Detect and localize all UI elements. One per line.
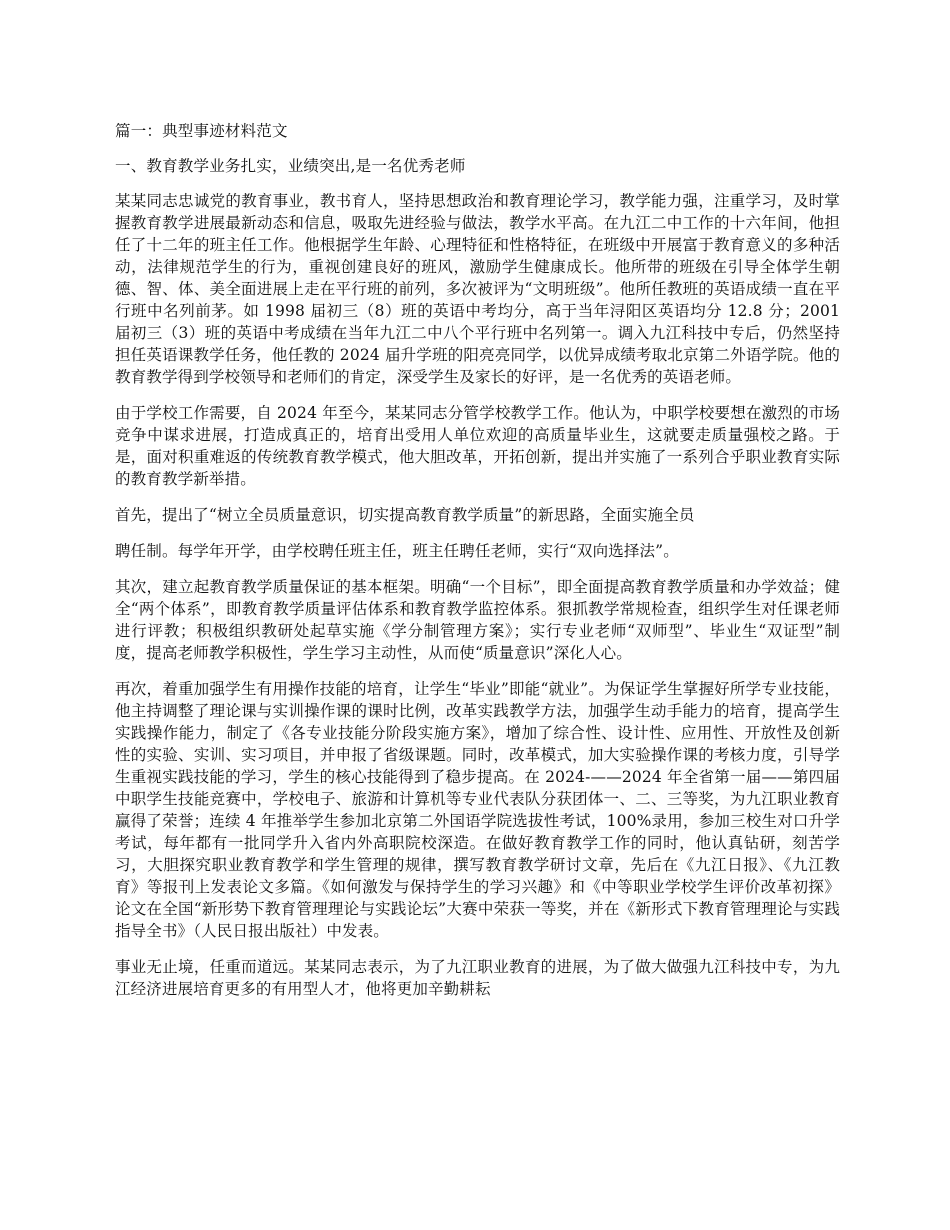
paragraph-management-role: 由于学校工作需要，自 2024 年至今，某某同志分管学校教学工作。他认为，中职学校要想在激烈的市场竞争中谋求进展，打造成真正的，培育出受用人单位欢迎的高质量毕业生，这就要走质量强校之路。于是，面对积重难返的传统教育教学模式，他大胆改革，开拓创新，提出并实施了一系列合乎职业教育实际的教育教学新举措。	[115, 404, 840, 488]
document-page	[115, 120, 840, 1014]
paragraph-conclusion: 事业无止境，任重而道远。某某同志表示，为了九江职业教育的进展，为了做大做强九江科技中专，为九江经济进展培育更多的有用型人才，他将更加辛勤耕耘	[115, 958, 840, 998]
paragraph-third-measure: 再次，着重加强学生有用操作技能的培育，让学生“毕业”即能“就业”。为保证学生掌握好所学专业技能，他主持调整了理论课与实训操作课的课时比例，改革实践教学方法，加强学生动手能力的培育，提高学生实践操作能力，制定了《各专业技能分阶段实施方案》，增加了综合性、设计性、应用性、开放性及创新性的实验、实训、实习项目，并申报了省级课题。同时，改革模式，加大实验操作课的考核力度，引导学生重视实践技能的学习，学生的核心技能得到了稳步提高。在 2024-——2024 年全省第一届——第四届中职学生技能竞赛中，学校电子、旅游和计算机等专业代表队分获团体一、二、三等奖，为九江职业教育赢得了荣誉；连续 4 年推举学生参加北京第二外国语学院选拔性考试，100%录用，参加三校生对口升学考试，每年都有一批同学升入省内外高职院校深造。在做好教育教学工作的同时，他认真钻研，刻苦学习，大胆探究职业教育教学和学生管理的规律，撰写教育教学研讨文章，先后在《九江日报》、《九江教育》等报刊上发表论文多篇。《如何激发与保持学生的学习兴趣》和《中等职业学校学生评价改革初探》论文在全国“新形势下教育管理理论与实践论坛”大赛中荣获一等奖，并在《新形式下教育管理理论与实践指导全书》（人民日报出版社）中发表。	[115, 680, 840, 940]
paragraph-teaching-record: 某某同志忠诚党的教育事业，教书育人，坚持思想政治和教育理论学习，教学能力强，注重学习，及时掌握教育教学进展最新动态和信息，吸取先进经验与做法，教学水平高。在九江二中工作的十六年间，他担任了十二年的班主任工作。他根据学生年龄、心理特征和性格特征，在班级中开展富于教育意义的多种活动，法律规范学生的行为，重视创建良好的班风，激励学生健康成长。他所带的班级在引导全体学生朝德、智、体、美全面进展上走在平行班的前列，多次被评为“文明班级”。他所任教班的英语成绩一直在平行班中名列前茅。如 1998 届初三（8）班的英语中考均分，高于当年浔阳区英语均分 12.8 分；2001 届初三（3）班的英语中考成绩在当年九江二中八个平行班中名列第一。调入九江科技中专后，仍然坚持担任英语课教学任务，他任教的 2024 届升学班的阳亮亮同学，以优异成绩考取北京第二外语学院。他的教育教学得到学校领导和老师们的肯定，深受学生及家长的好评，是一名优秀的英语老师。	[115, 192, 840, 386]
section-heading: 一、教育教学业务扎实，业绩突出,是一名优秀老师	[115, 157, 466, 175]
document-title: 篇一：典型事迹材料范文	[115, 122, 288, 140]
paragraph-appointment-system: 聘任制。每学年开学，由学校聘任班主任，班主任聘任老师，实行“双向选择法”。	[115, 542, 679, 560]
paragraph-first-measure: 首先，提出了“树立全员质量意识，切实提高教育教学质量”的新思路，全面实施全员	[115, 506, 695, 524]
paragraph-second-measure: 其次，建立起教育教学质量保证的基本框架。明确“一个目标”，即全面提高教育教学质量和办学效益；健全“两个体系”，即教育教学质量评估体系和教育教学监控体系。狠抓教学常规检查，组织学生对任课老师进行评教；积极组织教研处起草实施《学分制管理方案》；实行专业老师“双师型”、毕业生“双证型”制度，提高老师教学积极性，学生学习主动性，从而使“质量意识”深化人心。	[115, 578, 840, 662]
